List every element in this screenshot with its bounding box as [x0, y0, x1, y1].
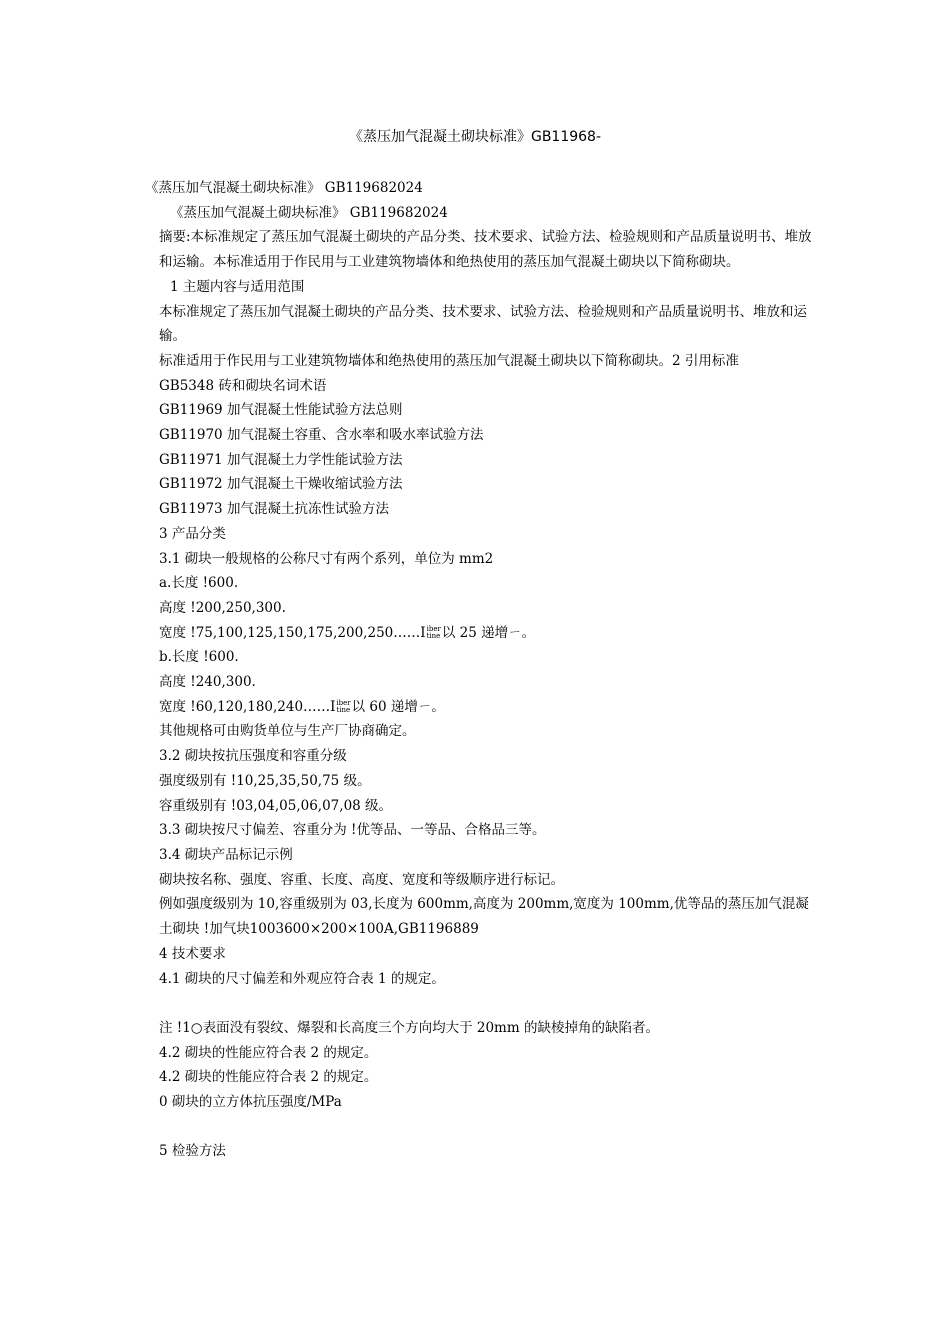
- reference-item: GB5348 砖和砌块名词术语: [159, 377, 327, 394]
- glyph-lead: I: [420, 624, 426, 641]
- paragraph: [145, 695, 820, 720]
- reference-item: GB11971 加气混凝土力学性能试验方法: [159, 451, 403, 468]
- document-body: [145, 176, 820, 1164]
- paragraph: 标准适用于作民用与工业建筑物墙体和绝热使用的蒸压加气混凝土砌块以下简称砌块。2 引用标准: [159, 352, 739, 369]
- note: 注 !1○表面没有裂纹、爆裂和长高度三个方向均大于 20mm 的缺棱掉角的缺陷者。: [159, 1019, 659, 1036]
- paragraph: 高度 !240,300.: [159, 674, 256, 691]
- text-run: 以 60 递增: [351, 698, 418, 715]
- paragraph: 3.2 砌块按抗压强度和容重分级: [159, 748, 347, 765]
- paragraph: 强度级别有 !10,25,35,50,75 级。: [159, 772, 371, 789]
- paragraph: 3.4 砌块产品标记示例: [159, 846, 293, 863]
- section-heading: 1 主题内容与适用范围: [170, 278, 305, 295]
- paragraph: 4.2 砌块的性能应符合表 2 的规定。: [159, 1044, 378, 1061]
- reference-item: GB11972 加气混凝土干燥收缩试验方法: [159, 476, 403, 493]
- stacked-glyph: [336, 700, 350, 714]
- glyph-tail: ㄧ。: [508, 624, 536, 641]
- paragraph: 高度 !200,250,300.: [159, 599, 286, 616]
- paragraph: 3.1 砌块一般规格的公称尺寸有两个系列，单位为 mm2: [159, 550, 494, 567]
- glyph-bottom: tine: [426, 632, 441, 641]
- section-heading: 4 技术要求: [159, 945, 226, 962]
- glyph-top: iber: [336, 699, 351, 708]
- spacer: [145, 991, 820, 1016]
- paragraph: b.长度 !600.: [159, 649, 239, 666]
- paragraph: 0 砌块的立方体抗压强度/MPa: [159, 1094, 342, 1110]
- paragraph: [145, 621, 820, 646]
- text-run: 宽度 !60,120,180,240……: [159, 698, 331, 715]
- paragraph: 砌块按名称、强度、容重、长度、高度、宽度和等级顺序进行标记。: [159, 871, 564, 888]
- paragraph: 其他规格可由购货单位与生产厂协商确定。: [159, 723, 416, 740]
- spacer: [145, 1115, 820, 1140]
- reference-item: GB11973 加气混凝土抗冻性试验方法: [159, 501, 389, 518]
- glyph-top: iber: [426, 625, 441, 634]
- paragraph: 例如强度级别为 10,容重级别为 03,长度为 600mm,高度为 200mm,宽度为 100mm,优等品的蒸压加气混凝土砌块 !加气块1003600×200×100A,GB1196889: [159, 896, 809, 938]
- reference-item: GB11970 加气混凝土容重、含水率和吸水率试验方法: [159, 427, 484, 444]
- paragraph: 4.2 砌块的性能应符合表 2 的规定。: [159, 1069, 378, 1086]
- paragraph: a.长度 !600.: [159, 575, 239, 592]
- document-title: 《蒸压加气混凝土砌块标准》GB11968-: [348, 129, 602, 145]
- paragraph: 容重级别有 !03,04,05,06,07,08 级。: [159, 797, 393, 814]
- section-heading: 5 检验方法: [159, 1143, 226, 1160]
- text-run: 宽度 !75,100,125,150,175,200,250……: [159, 624, 421, 641]
- section-heading: 3 产品分类: [159, 525, 226, 542]
- paragraph: 4.1 砌块的尺寸偏差和外观应符合表 1 的规定。: [159, 970, 445, 987]
- paragraph: 摘要:本标准规定了蒸压加气混凝土砌块的产品分类、技术要求、试验方法、检验规则和产品质量说明书、堆放和运输。本标准适用于作民用与工业建筑物墙体和绝热使用的蒸压加气混凝土砌块以下简称砌块。: [159, 229, 812, 271]
- reference-item: GB11969 加气混凝土性能试验方法总则: [159, 402, 403, 419]
- text-run: 以 25 递增: [441, 624, 509, 641]
- paragraph: 本标准规定了蒸压加气混凝土砌块的产品分类、技术要求、试验方法、检验规则和产品质量说明书、堆放和运输。: [159, 303, 807, 345]
- glyph-bottom: tine: [336, 706, 351, 715]
- paragraph: 《蒸压加气混凝土砌块标准》 GB119682024: [145, 180, 423, 196]
- stacked-glyph: [427, 626, 441, 640]
- glyph-lead: I: [330, 698, 336, 715]
- paragraph: 3.3 砌块按尺寸偏差、容重分为 !优等品、一等品、合格品三等。: [159, 822, 546, 839]
- glyph-tail: ㄧ。: [417, 698, 445, 715]
- paragraph: 《蒸压加气混凝土砌块标准》 GB119682024: [170, 204, 448, 221]
